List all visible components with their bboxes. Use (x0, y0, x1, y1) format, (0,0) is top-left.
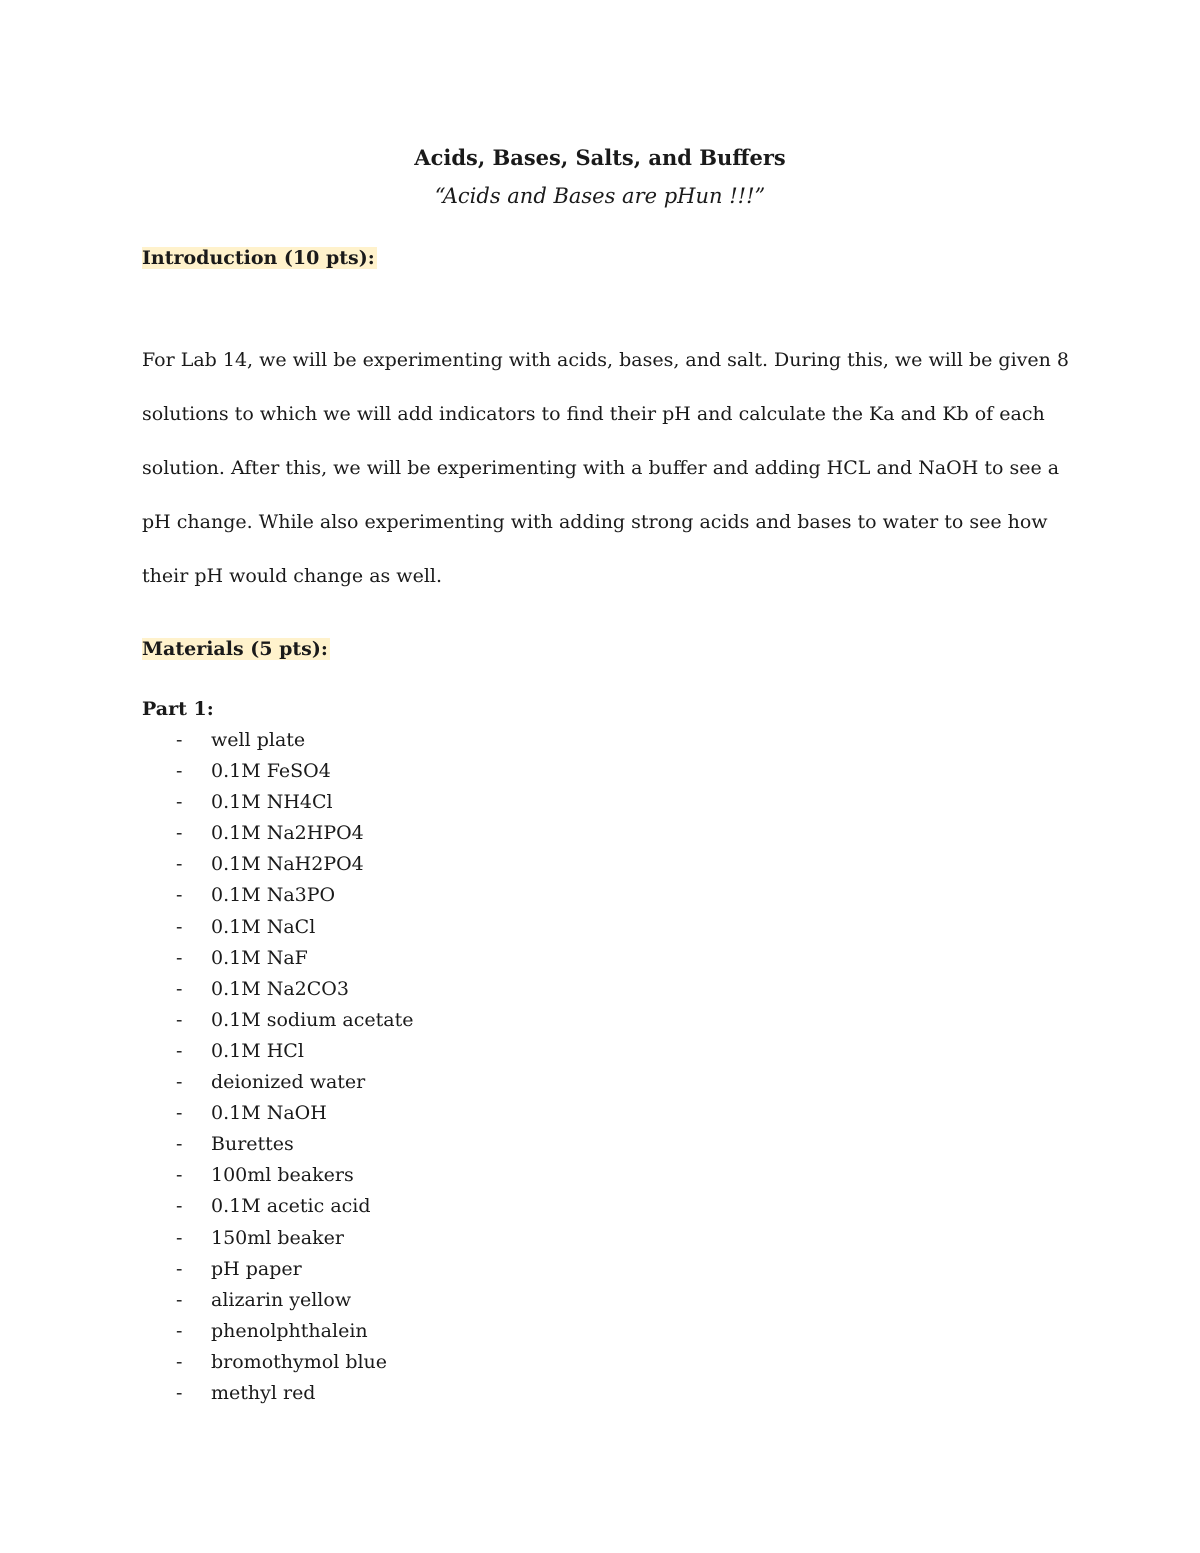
list-item (176, 976, 414, 1007)
list-item-text: 150ml beaker (211, 1226, 344, 1249)
list-item (176, 945, 414, 976)
list-item (176, 1162, 414, 1193)
list-item (176, 1287, 414, 1318)
list-bullet-dash: - (176, 1133, 183, 1156)
list-item-text: well plate (211, 729, 306, 751)
list-bullet-dash: - (176, 1226, 183, 1249)
list-bullet-dash: - (176, 853, 183, 876)
list-item (176, 914, 414, 945)
list-item-text: 0.1M Na3PO (211, 884, 336, 907)
list-bullet-dash: - (176, 1350, 183, 1373)
list-bullet-dash: - (176, 1102, 183, 1125)
list-bullet-dash: - (176, 884, 183, 907)
list-bullet-dash: - (176, 1071, 183, 1094)
list-item-text: 0.1M Na2CO3 (211, 977, 349, 1000)
list-item (176, 882, 414, 913)
list-bullet-dash: - (176, 1381, 183, 1404)
list-item-text: 0.1M Na2HPO4 (211, 822, 364, 845)
list-bullet-dash: - (176, 729, 183, 751)
list-bullet-dash: - (176, 915, 183, 938)
document-subtitle: “Acids and Bases are pHun !!!” (434, 184, 766, 208)
list-bullet-dash: - (176, 1039, 183, 1062)
list-item (176, 1256, 414, 1287)
list-bullet-dash: - (176, 1008, 183, 1031)
document-title: Acids, Bases, Salts, and Buffers (414, 145, 786, 170)
list-item-text: 0.1M acetic acid (211, 1195, 371, 1218)
materials-heading-text: Materials (5 pts): (142, 638, 328, 660)
list-item-text: 0.1M NaOH (211, 1102, 327, 1125)
list-item-text: 0.1M NaCl (211, 915, 316, 938)
introduction-heading-text: Introduction (10 pts): (142, 247, 375, 269)
list-item-text: deionized water (211, 1071, 366, 1094)
list-bullet-dash: - (176, 1257, 183, 1280)
list-item (176, 789, 414, 820)
list-item (176, 758, 414, 789)
list-item (176, 1007, 414, 1038)
list-item (176, 1349, 414, 1380)
list-item (176, 820, 414, 851)
introduction-heading (142, 245, 377, 271)
list-item (176, 1100, 414, 1131)
list-item (176, 1069, 414, 1100)
list-item-text: methyl red (211, 1381, 316, 1404)
materials-heading (142, 636, 330, 662)
list-item-text: 0.1M NH4Cl (211, 791, 333, 814)
list-item-text: bromothymol blue (211, 1350, 388, 1373)
list-item (176, 1038, 414, 1069)
list-item-text: 0.1M NaF (211, 946, 308, 969)
materials-list (176, 727, 414, 1411)
list-item (176, 1380, 414, 1411)
list-item (176, 851, 414, 882)
list-item-text: 0.1M sodium acetate (211, 1008, 414, 1031)
list-bullet-dash: - (176, 1164, 183, 1187)
list-item-text: 0.1M HCl (211, 1039, 304, 1062)
introduction-paragraph: For Lab 14, we will be experimenting with acids, bases, and salt. During this, we will be given 8 solutions to which we will add indicators to find their pH and calculate the Ka and Kb of each solution. After this, we will be experimenting with a buffer and adding HCL and NaOH to see a pH change. While also experimenting with adding strong acids and bases to water to see how their pH would change as well. (142, 349, 1070, 587)
list-bullet-dash: - (176, 1195, 183, 1218)
list-item-text: alizarin yellow (211, 1288, 352, 1311)
list-bullet-dash: - (176, 977, 183, 1000)
list-item-text: pH paper (211, 1257, 302, 1280)
list-item (176, 727, 414, 758)
list-item (176, 1193, 414, 1224)
list-item-text: 0.1M FeSO4 (211, 760, 331, 783)
list-bullet-dash: - (176, 760, 183, 783)
list-item (176, 1225, 414, 1256)
list-item-text: 0.1M NaH2PO4 (211, 853, 364, 876)
list-bullet-dash: - (176, 1319, 183, 1342)
list-item-text: phenolphthalein (211, 1319, 368, 1342)
list-item (176, 1131, 414, 1162)
list-item-text: Burettes (211, 1133, 294, 1156)
part1-heading: Part 1: (142, 698, 214, 720)
list-bullet-dash: - (176, 1288, 183, 1311)
list-item-text: 100ml beakers (211, 1164, 354, 1187)
list-bullet-dash: - (176, 791, 183, 814)
list-bullet-dash: - (176, 822, 183, 845)
list-bullet-dash: - (176, 946, 183, 969)
list-item (176, 1318, 414, 1349)
